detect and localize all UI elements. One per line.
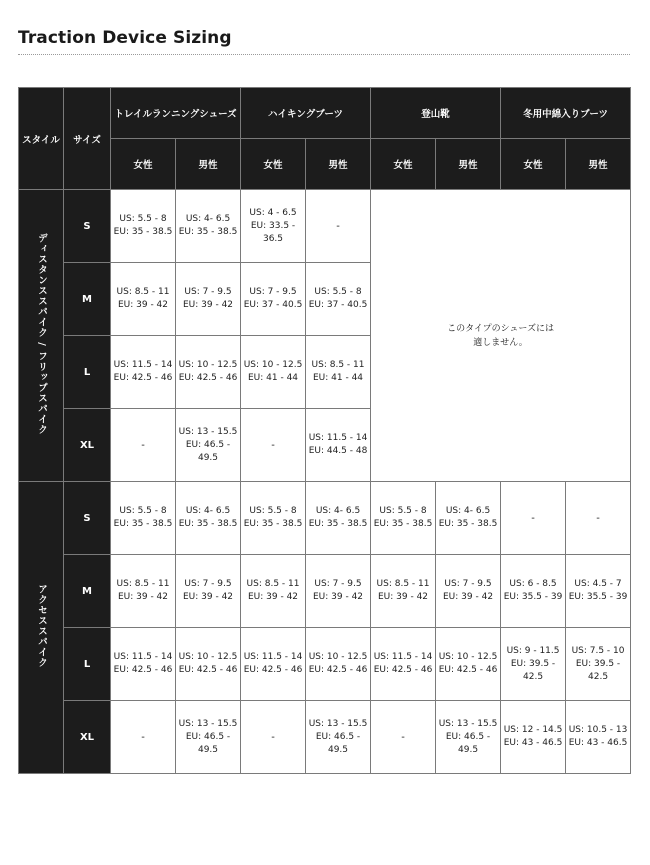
us-size: US: 7 - 9.5 — [444, 579, 492, 589]
eu-size: EU: 42.5 - 46 — [178, 373, 238, 383]
eu-size: EU: 39 - 42 — [182, 592, 234, 602]
us-size: US: 11.5 - 14 — [243, 652, 303, 662]
us-size: US: 10 - 12.5 — [178, 652, 238, 662]
us-size: US: 13 - 15.5 — [178, 426, 238, 437]
style-header: スタイル — [19, 88, 64, 190]
size-cell-empty: - — [306, 190, 371, 263]
size-cell-empty: - — [241, 409, 306, 482]
size-label: XL — [64, 409, 111, 482]
eu-size: EU: 43 - 46.5 — [503, 738, 563, 748]
eu-size: EU: 35.5 - 39 — [568, 592, 628, 602]
size-cell — [566, 701, 631, 774]
us-size: US: 5.5 - 8 — [249, 506, 297, 516]
us-size: US: 13 - 15.5 — [438, 718, 498, 729]
style-label: アクセススパイク — [36, 584, 47, 668]
header-row-genders — [19, 139, 631, 190]
eu-size: EU: 39 - 42 — [247, 592, 299, 602]
eu-size: EU: 35.5 - 39 — [503, 592, 563, 602]
size-cell — [306, 555, 371, 628]
size-cell — [241, 336, 306, 409]
size-cell — [111, 336, 176, 409]
size-cell — [501, 628, 566, 701]
eu-size: EU: 42.5 - 46 — [113, 665, 173, 675]
eu-size: EU: 39 - 42 — [443, 592, 494, 602]
eu-size: EU: 39 - 42 — [117, 592, 169, 602]
page-title: Traction Device Sizing — [18, 28, 232, 48]
eu-size: EU: 46.5 - 49.5 — [445, 731, 491, 755]
table-row — [19, 482, 631, 555]
shoe-type-header: 冬用中綿入りブーツ — [501, 88, 631, 139]
shoe-type-header: トレイルランニングシューズ — [111, 88, 241, 139]
table-row — [19, 555, 631, 628]
size-cell — [306, 409, 371, 482]
eu-size: EU: 39.5 - 42.5 — [510, 658, 556, 682]
size-cell — [176, 701, 241, 774]
us-size: US: 7.5 - 10 — [571, 645, 625, 656]
shoe-type-header: 登山靴 — [371, 88, 501, 139]
size-cell — [111, 263, 176, 336]
table-row — [19, 190, 631, 263]
gender-header: 女性 — [111, 139, 176, 190]
size-cell — [111, 628, 176, 701]
size-cell — [241, 628, 306, 701]
eu-size: EU: 39.5 - 42.5 — [575, 658, 621, 682]
us-size: US: 9 - 11.5 — [506, 645, 560, 656]
us-size: US: 5.5 - 8 — [379, 506, 427, 516]
size-cell — [306, 482, 371, 555]
us-size: US: 11.5 - 14 — [113, 652, 173, 662]
eu-size: EU: 43 - 46.5 — [568, 738, 628, 748]
eu-size: EU: 39 - 42 — [377, 592, 429, 602]
style-label: ディスタンススパイク / フリップスパイク — [36, 232, 47, 436]
size-cell — [436, 628, 501, 701]
not-applicable-line: このタイプのシューズには — [447, 323, 554, 334]
gender-header: 男性 — [306, 139, 371, 190]
size-cell — [241, 482, 306, 555]
eu-size: EU: 33.5 - 36.5 — [250, 220, 296, 244]
size-cell-empty: - — [371, 701, 436, 774]
size-cell — [176, 263, 241, 336]
us-size: US: 4- 6.5 — [185, 506, 231, 516]
size-cell — [566, 555, 631, 628]
style-label-cell — [19, 482, 64, 774]
size-label: S — [64, 190, 111, 263]
size-cell — [501, 555, 566, 628]
size-header: サイズ — [64, 88, 111, 190]
us-size: US: 11.5 - 14 — [373, 652, 433, 662]
gender-header: 男性 — [176, 139, 241, 190]
eu-size: EU: 46.5 - 49.5 — [185, 731, 231, 755]
size-cell — [176, 482, 241, 555]
shoe-type-header: ハイキングブーツ — [241, 88, 371, 139]
size-label: M — [64, 555, 111, 628]
size-label: XL — [64, 701, 111, 774]
section-access-spike — [19, 482, 631, 774]
not-applicable-note — [371, 190, 631, 482]
us-size: US: 8.5 - 11 — [116, 287, 170, 297]
title-divider — [18, 54, 630, 55]
size-cell — [176, 628, 241, 701]
us-size: US: 10 - 12.5 — [308, 652, 368, 662]
size-cell — [306, 628, 371, 701]
size-cell — [241, 263, 306, 336]
eu-size: EU: 35 - 38.5 — [438, 519, 498, 529]
size-cell — [371, 628, 436, 701]
not-applicable-line: 適しません。 — [473, 337, 528, 348]
size-cell — [176, 190, 241, 263]
size-cell — [111, 482, 176, 555]
size-cell-empty: - — [566, 482, 631, 555]
us-size: US: 4- 6.5 — [315, 506, 361, 516]
us-size: US: 10.5 - 13 — [568, 725, 628, 735]
eu-size: EU: 35 - 38.5 — [113, 227, 173, 237]
size-cell-empty: - — [111, 409, 176, 482]
eu-size: EU: 35 - 38.5 — [178, 519, 238, 529]
header-row-shoe-types — [19, 88, 631, 139]
eu-size: EU: 42.5 - 46 — [178, 665, 238, 675]
us-size: US: 8.5 - 11 — [116, 579, 170, 589]
us-size: US: 11.5 - 14 — [308, 433, 368, 443]
gender-header: 女性 — [371, 139, 436, 190]
size-cell — [176, 555, 241, 628]
table-row — [19, 628, 631, 701]
style-label-cell — [19, 190, 64, 482]
gender-header: 女性 — [241, 139, 306, 190]
us-size: US: 7 - 9.5 — [184, 579, 232, 589]
size-cell-empty: - — [241, 701, 306, 774]
size-cell — [241, 190, 306, 263]
us-size: US: 4.5 - 7 — [574, 579, 622, 589]
eu-size: EU: 46.5 - 49.5 — [185, 439, 231, 463]
size-cell — [306, 263, 371, 336]
size-cell — [436, 482, 501, 555]
size-cell — [111, 190, 176, 263]
eu-size: EU: 39 - 42 — [312, 592, 364, 602]
eu-size: EU: 41 - 44 — [247, 373, 299, 383]
eu-size: EU: 35 - 38.5 — [373, 519, 433, 529]
eu-size: EU: 41 - 44 — [312, 373, 364, 383]
gender-header: 男性 — [566, 139, 631, 190]
us-size: US: 11.5 - 14 — [113, 360, 173, 370]
us-size: US: 7 - 9.5 — [249, 287, 297, 297]
gender-header: 男性 — [436, 139, 501, 190]
us-size: US: 6 - 8.5 — [509, 579, 557, 589]
size-cell — [241, 555, 306, 628]
us-size: US: 4- 6.5 — [445, 506, 491, 516]
eu-size: EU: 42.5 - 46 — [308, 665, 368, 675]
us-size: US: 7 - 9.5 — [314, 579, 362, 589]
us-size: US: 13 - 15.5 — [308, 718, 368, 729]
us-size: US: 5.5 - 8 — [119, 506, 167, 516]
eu-size: EU: 42.5 - 46 — [243, 665, 303, 675]
size-label: L — [64, 336, 111, 409]
size-label: S — [64, 482, 111, 555]
eu-size: EU: 42.5 - 46 — [373, 665, 433, 675]
us-size: US: 5.5 - 8 — [314, 287, 362, 297]
size-cell — [176, 336, 241, 409]
us-size: US: 4 - 6.5 — [249, 207, 297, 218]
eu-size: EU: 39 - 42 — [182, 300, 234, 310]
eu-size: EU: 42.5 - 46 — [113, 373, 173, 383]
eu-size: EU: 35 - 38.5 — [113, 519, 173, 529]
us-size: US: 5.5 - 8 — [119, 214, 167, 224]
size-cell-empty: - — [111, 701, 176, 774]
size-cell — [371, 555, 436, 628]
size-cell — [176, 409, 241, 482]
size-cell — [306, 336, 371, 409]
us-size: US: 13 - 15.5 — [178, 718, 238, 729]
size-cell-empty: - — [501, 482, 566, 555]
section-distance-flip-spike — [19, 190, 631, 482]
size-cell — [306, 701, 371, 774]
eu-size: EU: 35 - 38.5 — [308, 519, 368, 529]
us-size: US: 10 - 12.5 — [438, 652, 498, 662]
eu-size: EU: 37 - 40.5 — [243, 300, 303, 310]
size-cell — [111, 555, 176, 628]
size-label: L — [64, 628, 111, 701]
eu-size: EU: 44.5 - 48 — [308, 446, 368, 456]
size-cell — [371, 482, 436, 555]
size-cell — [566, 628, 631, 701]
eu-size: EU: 39 - 42 — [117, 300, 169, 310]
size-cell — [436, 555, 501, 628]
size-label: M — [64, 263, 111, 336]
eu-size: EU: 42.5 - 46 — [438, 665, 498, 675]
size-cell — [501, 701, 566, 774]
us-size: US: 4- 6.5 — [185, 214, 231, 224]
size-cell — [436, 701, 501, 774]
sizing-table — [18, 87, 631, 774]
us-size: US: 8.5 - 11 — [246, 579, 300, 589]
us-size: US: 8.5 - 11 — [376, 579, 430, 589]
us-size: US: 10 - 12.5 — [243, 360, 303, 370]
eu-size: EU: 37 - 40.5 — [308, 300, 368, 310]
us-size: US: 12 - 14.5 — [503, 725, 563, 735]
us-size: US: 7 - 9.5 — [184, 287, 232, 297]
us-size: US: 8.5 - 11 — [311, 360, 365, 370]
eu-size: EU: 46.5 - 49.5 — [315, 731, 361, 755]
gender-header: 女性 — [501, 139, 566, 190]
table-row — [19, 701, 631, 774]
eu-size: EU: 35 - 38.5 — [178, 227, 238, 237]
eu-size: EU: 35 - 38.5 — [243, 519, 303, 529]
us-size: US: 10 - 12.5 — [178, 360, 238, 370]
